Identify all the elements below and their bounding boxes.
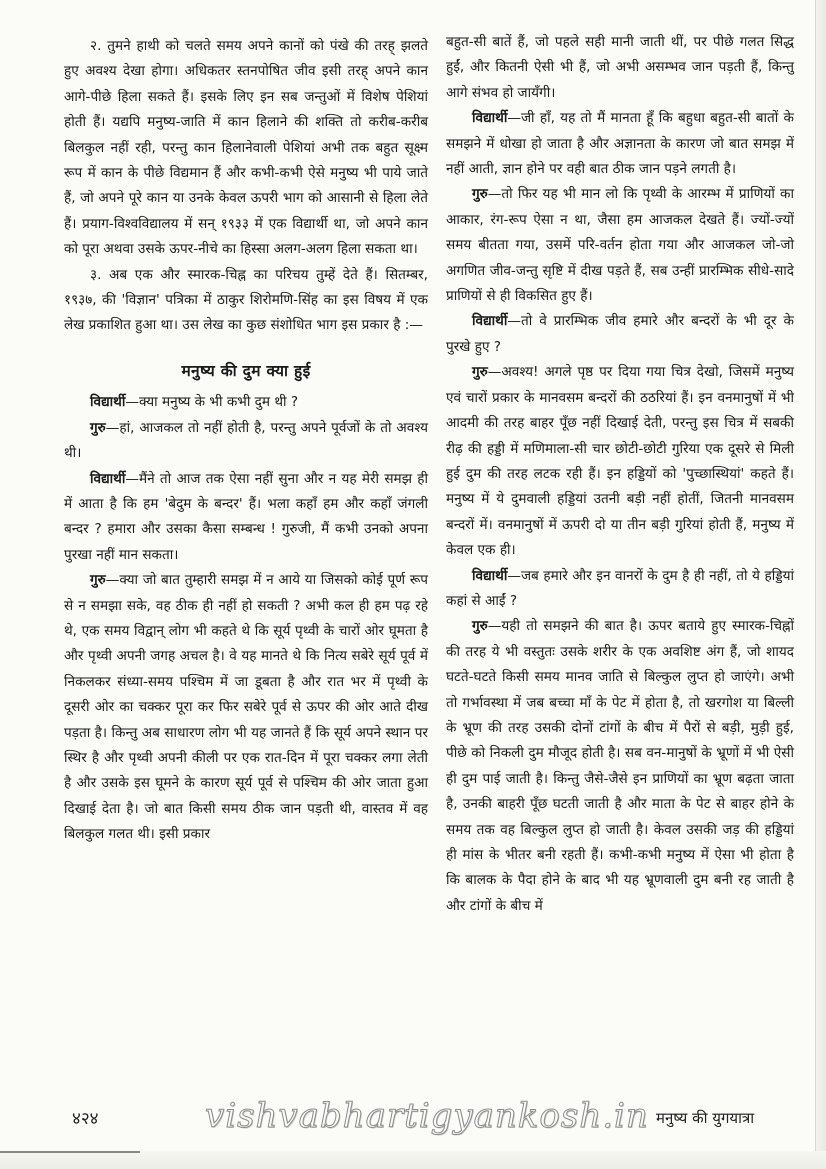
watermark: vishvabhartigyankosh.in (205, 1096, 649, 1136)
dash: — (105, 572, 120, 589)
dash: — (507, 110, 521, 127)
dialogue-text: जब हमारे और इन वानरों के दुम है ही नहीं, तो ये हड्डियां कहां से आईं ? (446, 567, 794, 609)
dialogue-paragraph (446, 106, 794, 182)
page-footer (0, 1096, 826, 1140)
dialogue-paragraph (446, 564, 794, 615)
dialogue-text: यही तो समझने की बात है। ऊपर बताये हुए स्मारक-चिह्नों की तरह ये भी वस्तुतः उसके शरीर के एक अवशिष्ट अंग हैं, जो शायद घटते-घटते किसी समय मानव जाति से बिल्कुल लुप्त हो जाएंगे। अभी तो गर्भावस्था में जब बच्चा माँ के पेट में होता है, तो खरगोश या बिल्ली के भ्रूण की तरह उसकी दोनों टांगों के बीच में पैरों से बड़ी, मुड़ी हुई, पीछे को निकली दुम मौजूद होती है। सब वन-मानुषों के भ्रूणों में भी ऐसी ही दुम पाई जाती है। किन्तु जैसे-जैसे इन प्राणियों का भ्रूण बढ़ता जाता है, उनकी बाहरी पूँछ घटती जाती है और माता के पेट से बाहर होने के समय तक वह बिल्कुल लुप्त हो जाती है। केवल उसकी जड़ की हड्डियां ही मांस के भीतर बनी रहती हैं। कभी-कभी मनुष्य में ऐसा भी होता है कि बालक के पैदा होने के बाद भी यह भ्रूणवाली दुम बनी रह जाती है और टांगों के बीच में (446, 618, 794, 914)
dash: — (487, 618, 502, 635)
dash: — (125, 394, 139, 411)
dialogue-text: तो वे प्रारम्भिक जीव हमारे और बन्दरों के भी दूर के पुरखे हुए ? (446, 313, 794, 355)
dialogue-paragraph (446, 309, 794, 360)
dash: — (105, 419, 120, 436)
speaker-label: विद्यार्थी (90, 470, 126, 487)
section-heading: मनुष्य की दुम क्या हुई (181, 361, 311, 380)
right-column (446, 30, 794, 919)
speaker-label: गुरु (90, 419, 106, 436)
speaker-label: विद्यार्थी (472, 313, 508, 330)
speaker-label: गुरु (472, 186, 488, 203)
speaker-label: विद्यार्थी (472, 110, 508, 127)
speaker-label: विद्यार्थी (472, 567, 508, 584)
dash: — (507, 313, 521, 330)
dash: — (125, 470, 139, 487)
dialogue-paragraph (64, 467, 428, 569)
left-column (64, 34, 428, 848)
dialogue-paragraph (64, 568, 428, 847)
dash: — (507, 567, 521, 584)
dialogue-text: क्या जो बात तुम्हारी समझ में न आये या जिसको कोई पूर्ण रूप से न समझा सके, वह ठीक ही नहीं हो सकती ? अभी कल ही हम पढ़ रहे थे, एक समय विद्वान् लोग भी कहते थे कि सूर्य पृथ्वी के चारों ओर घूमता है और पृथ्वी अपनी जगह अचल है। वे यह मानते थे कि नित्य सबेरे सूर्य पूर्व में निकलकर संध्या-समय पश्चिम में जा डूबता है और रात भर में पृथ्वी के दूसरी ओर का चक्कर पूरा कर फिर सबेरे पूर्व से ऊपर की ओर आते दीख पड़ता है। किन्तु अब साधारण लोग भी यह जानते हैं कि सूर्य अपने स्थान पर स्थिर है और पृथ्वी अपनी कीली पर एक रात-दिन में पूरा चक्कर लगा लेती है और उसके इस घूमने के कारण सूर्य पूर्व से पश्चिम की ओर जाता हुआ दिखाई देता है। जो बात किसी समय ठीक जान पड़ती थी, वास्तव में वह बिलकुल गलत थी। इसी प्रकार (64, 572, 428, 843)
page-number: ४२४ (72, 1109, 99, 1129)
paragraph-ear-muscles: २. तुमने हाथी को चलते समय अपने कानों को पंखे की तरह् झलते हुए अवश्य देखा होगा। अधिकतर स्तनपोषित जीव इसी तरह् अपने कान आगे-पीछे हिला सकते हैं। इसके लिए इन सब जन्तुओं में विशेष पेशियां होती हैं। यद्यपि मनुष्य-जाति में कान हिलाने की शक्ति तो करीब-करीब बिलकुल नहीं रही, परन्तु कान हिलानेवाली पेशियां अभी तक बहुत सूक्ष्म रूप में कान के पीछे विद्यमान हैं और कभी-कभी ऐसे मनुष्य भी पाये जाते हैं, जो अपने पूरे कान या उनके केवल ऊपरी भाग को आसानी से हिला लेते हैं। प्रयाग-विश्वविद्यालय में सन् १९३३ में एक विद्यार्थी था, जो अपने कान को पूरा अथवा उसके ऊपर-नीचे का हिस्सा अलग-अलग हिला सकता था। (64, 38, 428, 258)
dialogue-text: तो फिर यह भी मान लो कि पृथ्वी के आरम्भ में प्राणियों का आकार, रंग-रूप ऐसा न था, जैसा हम आजकल देखते हैं। ज्यों-ज्यों समय बीतता गया, उसमें परि-वर्तन होता गया और आजकल जो-जो अगणित जीव-जन्तु सृष्टि में दीख पड़ते हैं, सब उन्हीं प्रारम्भिक सीधे-सादे प्राणियों से ही विकसित हुए हैं। (446, 186, 794, 305)
continued-paragraph: बहुत-सी बातें हैं, जो पहले सही मानी जाती थीं, पर पीछे गलत सिद्ध हुईं, और कितनी ऐसी भी हैं, जो अभी असम्भव जान पड़ती हैं, किन्तु आगे संभव हो जायँगी। (446, 34, 794, 101)
page-edge-right (815, 0, 826, 1169)
dialogue-text: मैंने तो आज तक ऐसा नहीं सुना और न यह मेरी समझ ही में आता है कि हम 'बेदुम के बन्दर' हैं। भला कहाँ हम और कहाँ जंगली बन्दर ? हमारा और उसका कैसा सम्बन्ध ! गुरुजी, मैं कभी उनको अपना पुरखा नहीं मान सकता। (64, 470, 428, 563)
paragraph-article-intro: ३. अब एक और स्मारक-चिह्न का परिचय तुम्हें देते हैं। सितम्बर, १९३७, की 'विज्ञान' पत्रिका में ठाकुर शिरोमणि-सिंह का इस विषय में एक लेख प्रकाशित हुआ था। उस लेख का कुछ संशोधित भाग इस प्रकार है :— (64, 266, 428, 334)
dialogue-paragraph (446, 182, 794, 309)
dialogue-text: क्या मनुष्य के भी कभी दुम थी ? (138, 394, 299, 411)
speaker-label: गुरु (472, 618, 488, 635)
dash: — (487, 186, 502, 203)
speaker-label: विद्यार्थी (90, 394, 126, 411)
speaker-label: गुरु (90, 572, 106, 589)
dash: — (487, 364, 502, 381)
dialogue-text: हां, आजकल तो नहीं होती है, परन्तु अपने पूर्वजों के तो अवश्य थी। (64, 419, 428, 462)
speaker-label: गुरु (472, 364, 488, 381)
dialogue-paragraph (64, 390, 428, 415)
page-edge-bottom (0, 1151, 826, 1169)
dialogue-text: जी हाँ, यह तो मैं मानता हूँ कि बहुधा बहुत-सी बातों के समझने में धोखा हो जाता है और अज्ञानता के कारण जो बात समझ में नहीं आती, ज्ञान होने पर वही बात ठीक जान पड़ने लगती है। (446, 110, 794, 178)
dialogue-paragraph (446, 360, 794, 563)
dialogue-paragraph (446, 614, 794, 919)
running-title: मनुष्य की युगयात्रा (656, 1109, 755, 1127)
dialogue-text: अवश्य! अगले पृष्ठ पर दिया गया चित्र देखो, जिसमें मनुष्य एवं चारों प्रकार के मानवसम बन्दरों की ठठरियां हैं। इन वनमानुषों में भी आदमी की तरह बाहर पूँछ नहीं दिखाई देती, परन्तु इस चित्र में सबकी रीढ़ की हड्डी में मणिमाला-सी चार छोटी-छोटी गुरिया एक दूसरे से मिली हुई दुम की तरह लटक रही हैं। इन हड्डियों को 'पुच्छास्थियां' कहते हैं। मनुष्य में ये दुमवाली हड्डियां उतनी बड़ी नहीं होतीं, जितनी मानवसम बन्दरों में। वनमानुषों में ऊपरी दो या तीन बड़ी गुरियां होती हैं, मनुष्य में केवल एक ही। (446, 364, 794, 559)
dialogue-paragraph (64, 416, 428, 467)
